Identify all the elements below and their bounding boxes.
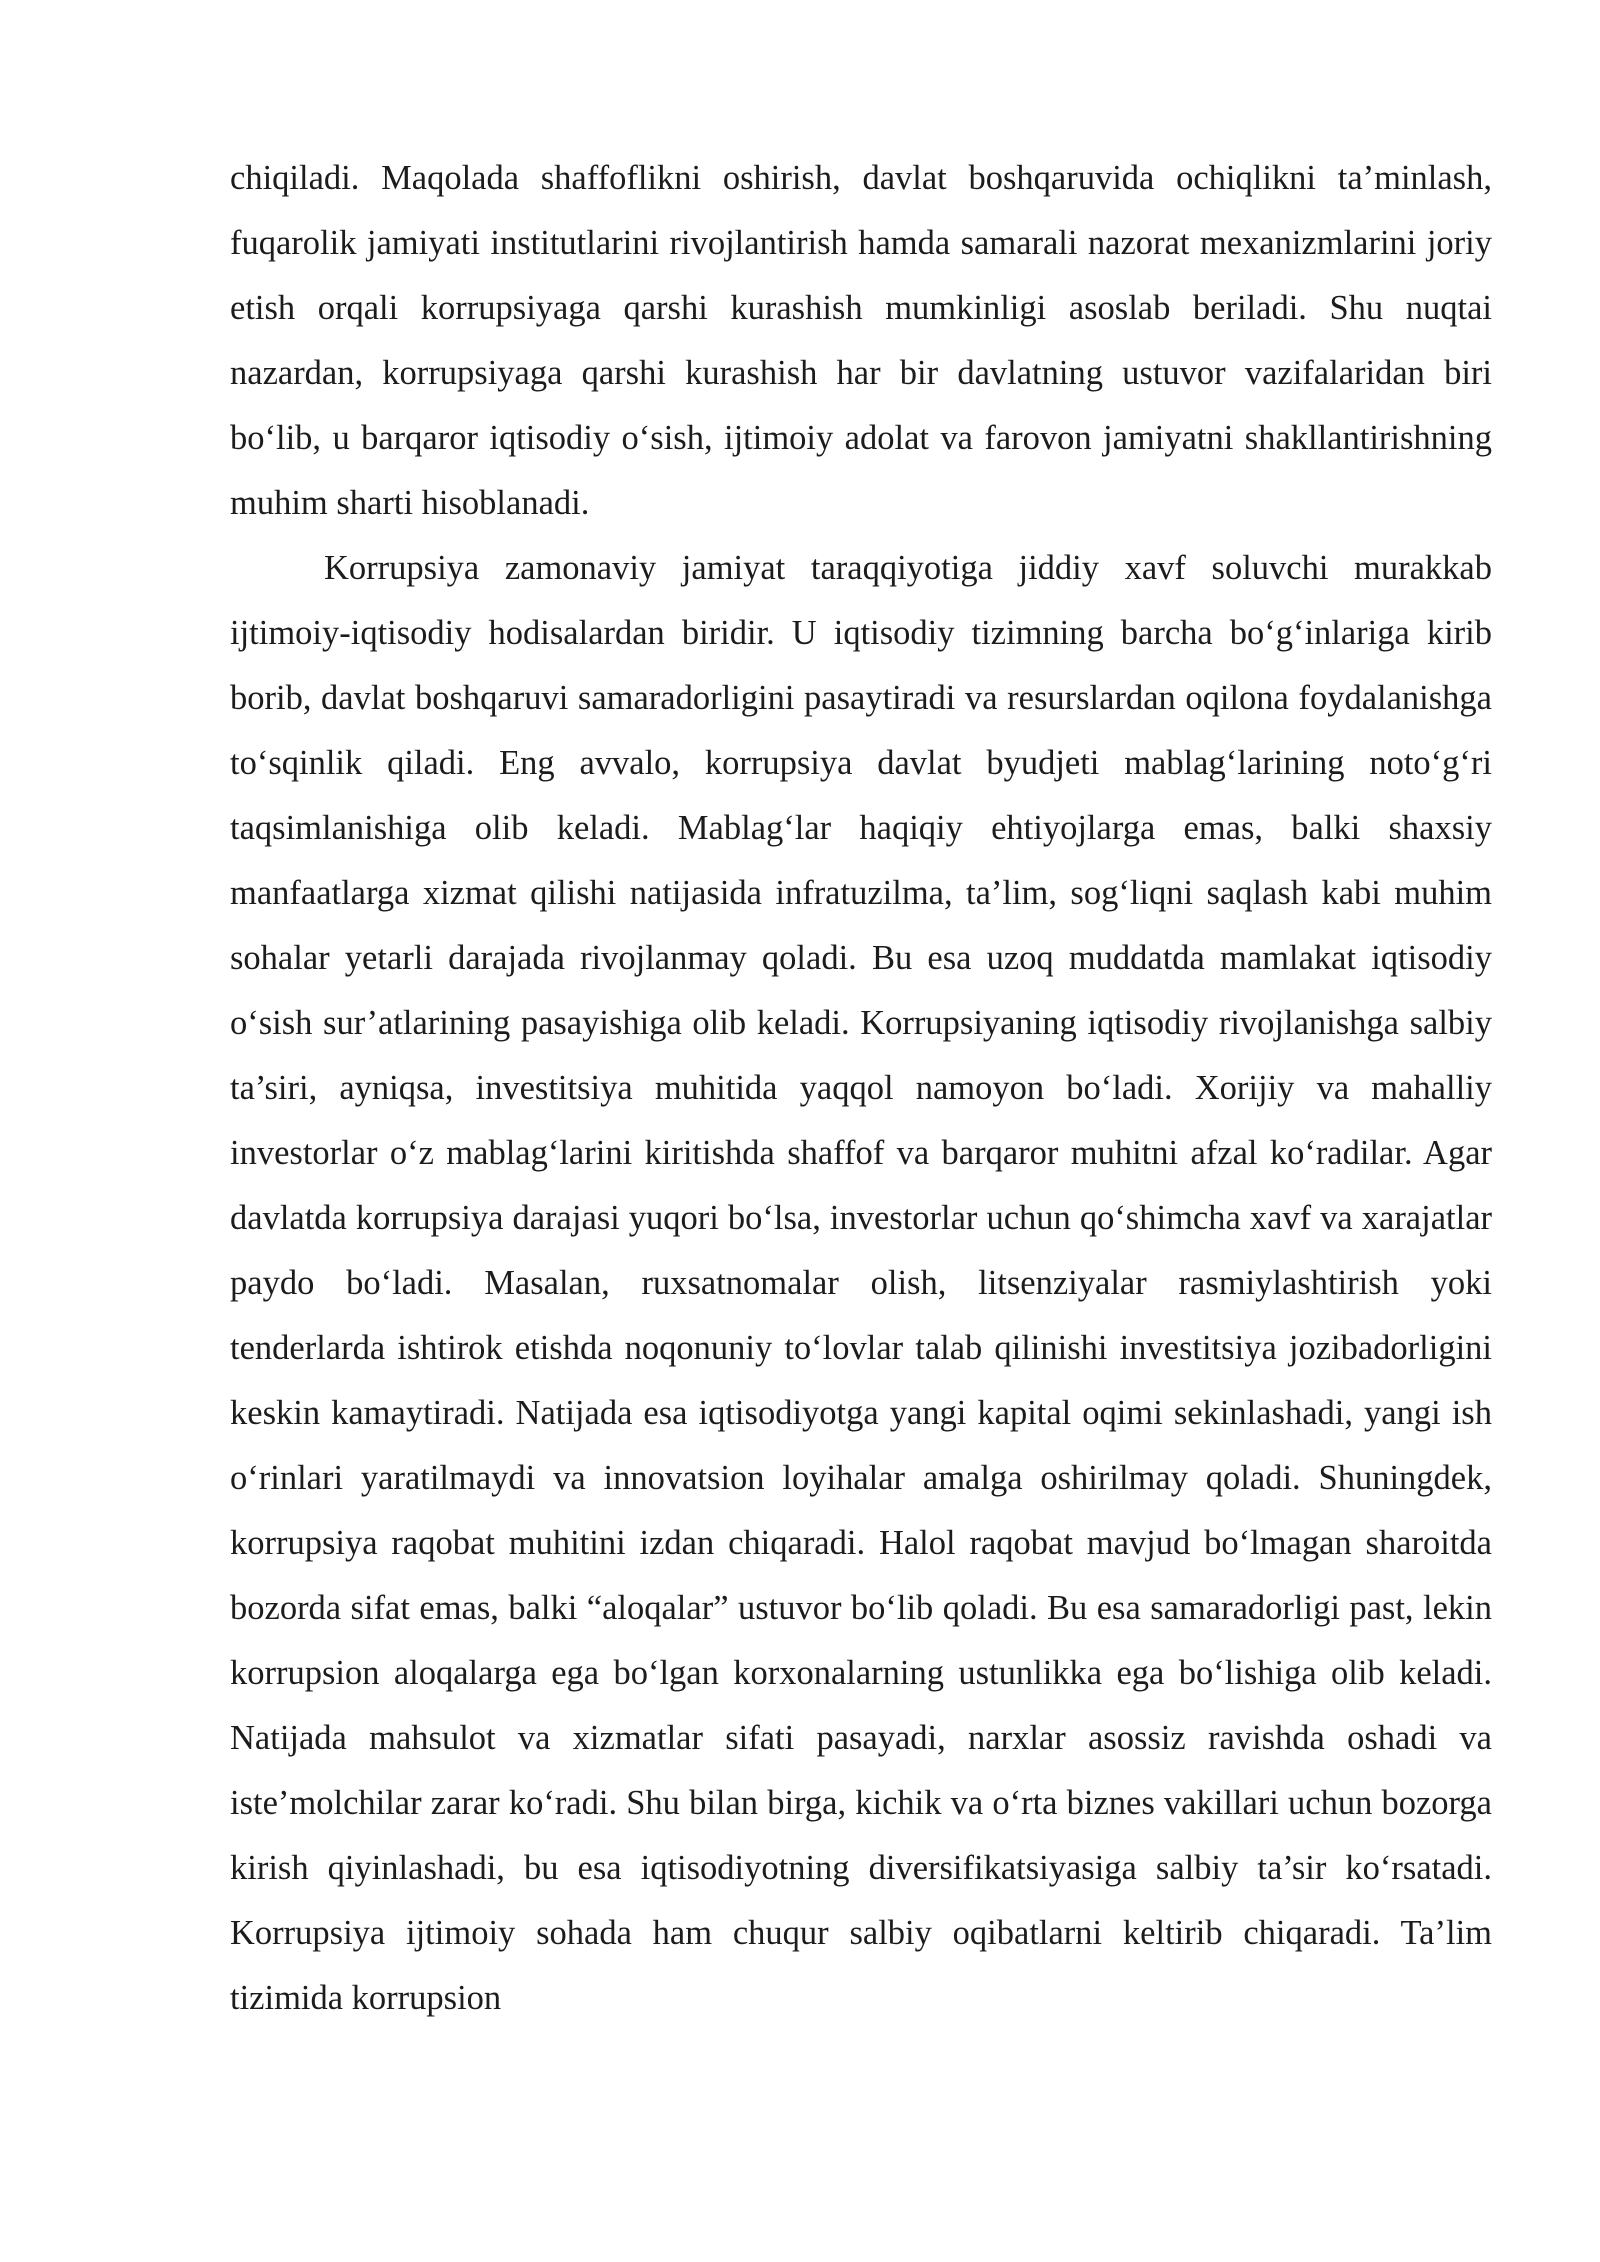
body-text xyxy=(230,146,1492,2031)
paragraph-continuation: chiqiladi. Maqolada shaffoflikni oshirish, davlat boshqaruvida ochiqlikni ta’minlash, fuqarolik jamiyati institutlarini rivojlantirish hamda samarali nazorat mexanizmlarini joriy etish orqali korrupsiyaga qarshi kurashish mumkinligi asoslab beriladi. Shu nuqtai nazardan, korrupsiyaga qarshi kurashish har bir davlatning ustuvor vazifalaridan biri bo‘lib, u barqaror iqtisodiy o‘sish, ijtimoiy adolat va farovon jamiyatni shakllantirishning muhim sharti hisoblanadi. xyxy=(230,159,1492,522)
paragraph-corruption-economy: Korrupsiya zamonaviy jamiyat taraqqiyotiga jiddiy xavf soluvchi murakkab ijtimoiy-iqtisodiy hodisalardan biridir. U iqtisodiy tizimning barcha bo‘g‘inlariga kirib borib, davlat boshqaruvi samaradorligini pasaytiradi va resurslardan oqilona foydalanishga to‘sqinlik qiladi. Eng avvalo, korrupsiya davlat byudjeti mablag‘larining noto‘g‘ri taqsimlanishiga olib keladi. Mablag‘lar haqiqiy ehtiyojlarga emas, balki shaxsiy manfaatlarga xizmat qilishi natijasida infratuzilma, ta’lim, sog‘liqni saqlash kabi muhim sohalar yetarli darajada rivojlanmay qoladi. Bu esa uzoq muddatda mamlakat iqtisodiy o‘sish sur’atlarining pasayishiga olib keladi. Korrupsiyaning iqtisodiy rivojlanishga salbiy ta’siri, ayniqsa, investitsiya muhitida yaqqol namoyon bo‘ladi. Xorijiy va mahalliy investorlar o‘z mablag‘larini kiritishda shaffof va barqaror muhitni afzal ko‘radilar. Agar davlatda korrupsiya darajasi yuqori bo‘lsa, investorlar uchun qo‘shimcha xavf va xarajatlar paydo bo‘ladi. Masalan, ruxsatnomalar olish, litsenziyalar rasmiylashtirish yoki tenderlarda ishtirok etishda noqonuniy to‘lovlar talab qilinishi investitsiya jozibadorligini keskin kamaytiradi. Natijada esa iqtisodiyotga yangi kapital oqimi sekinlashadi, yangi ish o‘rinlari yaratilmaydi va innovatsion loyihalar amalga oshirilmay qoladi. Shuningdek, korrupsiya raqobat muhitini izdan chiqaradi. Halol raqobat mavjud bo‘lmagan sharoitda bozorda sifat emas, balki “aloqalar” ustuvor bo‘lib qoladi. Bu esa samaradorligi past, lekin korrupsion aloqalarga ega bo‘lgan korxonalarning ustunlikka ega bo‘lishiga olib keladi. Natijada mahsulot va xizmatlar sifati pasayadi, narxlar asossiz ravishda oshadi va iste’molchilar zarar ko‘radi. Shu bilan birga, kichik va o‘rta biznes vakillari uchun bozorga kirish qiyinlashadi, bu esa iqtisodiyotning diversifikatsiyasiga salbiy ta’sir ko‘rsatadi. Korrupsiya ijtimoiy sohada ham chuqur salbiy oqibatlarni keltirib chiqaradi. Ta’lim tizimida korrupsion xyxy=(230,549,1492,2017)
